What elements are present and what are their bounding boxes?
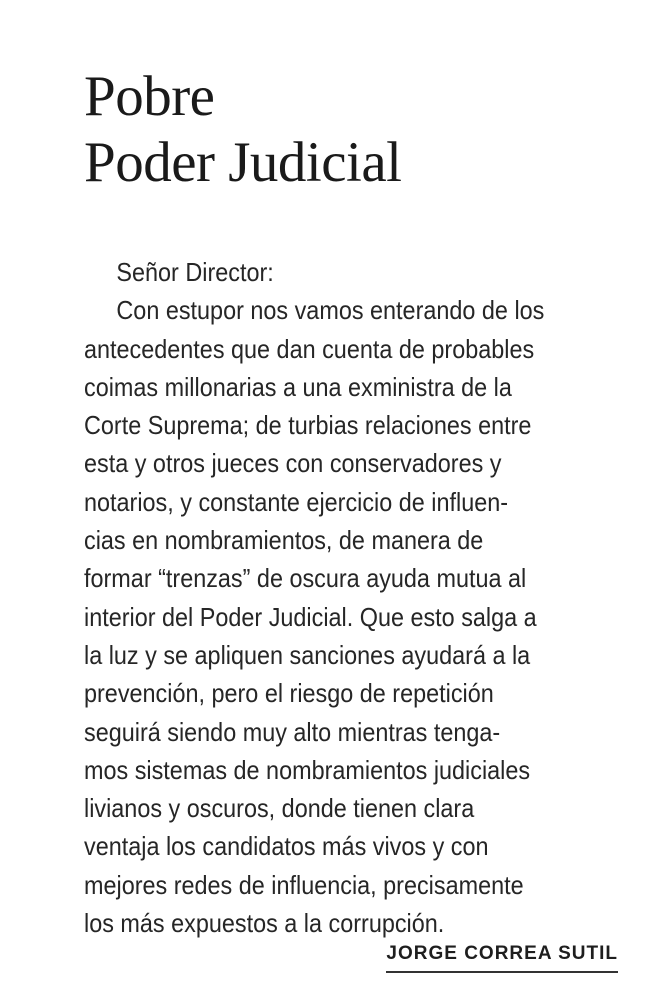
- title-line: Pobre: [84, 65, 215, 128]
- body-line: Con estupor nos vamos enterando de los: [116, 295, 545, 326]
- body-line: mos sistemas de nombramientos judiciales: [84, 754, 531, 785]
- body-line: los más expuestos a la corrupción.: [84, 908, 445, 939]
- letter-body: [84, 253, 579, 942]
- letter-title: [84, 64, 644, 196]
- salutation: Señor Director:: [116, 257, 274, 287]
- body-line: la luz y se apliquen sanciones ayudará a la: [84, 639, 531, 670]
- body-line: seguirá siendo muy alto mientras tenga-: [84, 716, 501, 747]
- body-line: ventaja los candidatos más vivos y con: [84, 831, 489, 862]
- body-line: esta y otros jueces con conservadores y: [84, 448, 502, 479]
- title-line: Poder Judicial: [84, 131, 402, 194]
- body-line: prevención, pero el riesgo de repetición: [84, 678, 494, 709]
- body-line: formar “trenzas” de oscura ayuda mutua al: [84, 563, 527, 594]
- author-signature: JORGE CORREA SUTIL: [386, 942, 618, 973]
- body-line: interior del Poder Judicial. Que esto salga a: [84, 601, 537, 632]
- body-line: coimas millonarias a una exministra de la: [84, 371, 512, 402]
- body-line: notarios, y constante ejercicio de influen-: [84, 486, 509, 517]
- body-line: antecedentes que dan cuenta de probables: [84, 333, 535, 364]
- body-line: livianos y oscuros, donde tienen clara: [84, 793, 475, 824]
- body-line: cias en nombramientos, de manera de: [84, 525, 484, 556]
- body-line: mejores redes de influencia, precisamente: [84, 869, 524, 900]
- body-line: Corte Suprema; de turbias relaciones entre: [84, 410, 532, 441]
